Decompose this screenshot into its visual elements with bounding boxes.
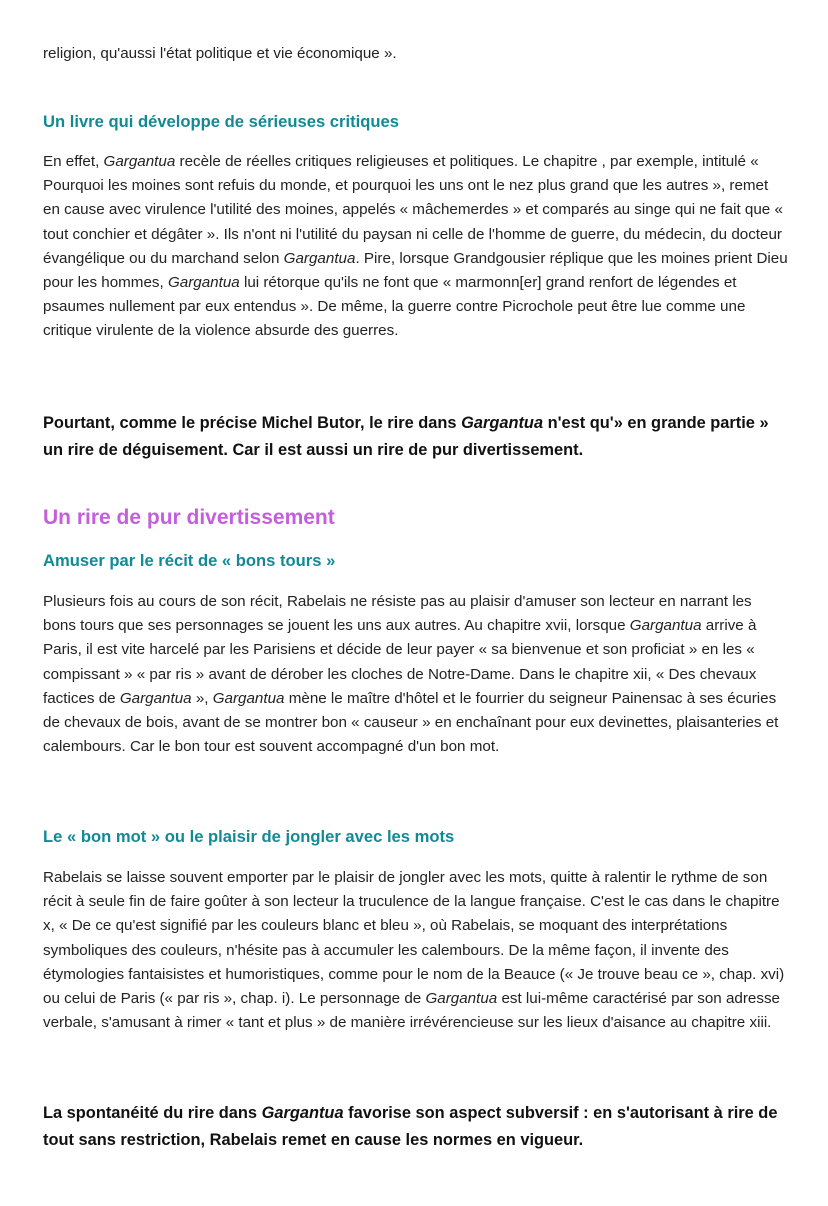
section-title-divertissement: Un rire de pur divertissement [43,506,335,529]
section-heading-bons-tours: Amuser par le récit de « bons tours » [43,551,336,570]
section-heading-critiques: Un livre qui développe de sérieuses critiques [43,112,399,131]
paragraph-bons-tours: Plusieurs fois au cours de son récit, Rabelais ne résiste pas au plaisir d'amuser son lecteur en narrant les bons tours que ses personnages se jouent les uns aux autres. Au chapitre xvii, lorsque Gargantua arrive à Paris, il est vite harcelé par les Parisiens et décide de leur payer « sa bienvenue et son proficiat » en les « compissant » « par ris » avant de dérober les cloches de Notre-Dame. Dans le chapitre xii, « Des chevaux factices de Gargantua », Gargantua mène le maître d'hôtel et le fourrier du seigneur Painensac à ses écuries de chevaux de bois, avant de se montrer bon « causeur » en enchaînant pour eux devinettes, plaisanteries et calembours. Car le bon tour est souvent accompagné d'un bon mot. [43,593,779,756]
transition-note-butor: Pourtant, comme le précise Michel Butor, le rire dans Gargantua n'est qu'» en grande partie » un rire de déguisement. Car il est aussi un rire de pur divertissement. [43,414,769,459]
paragraph-bon-mot: Rabelais se laisse souvent emporter par le plaisir de jongler avec les mots, quitte à ralentir le rythme de son récit à seule fin de faire goûter à son lecteur la truculence de la langue française. C'est le cas dans le chapitre x, « De ce qu'est signifié par les couleurs blanc et bleu », où Rabelais, se moquant des interprétations symboliques des couleurs, n'hésite pas à accumuler les calembours. De la même façon, il invente des étymologies fantaisistes et humoristiques, comme pour le nom de la Beauce (« Je trouve beau ce », chap. xvi) ou celui de Paris (« par ris », chap. i). Le personnage de Gargantua est lui-même caractérisé par son adresse verbale, s'amusant à rimer « tant et plus » de manière irrévérencieuse sur les lieux d'aisance au chapitre xiii. [43,869,785,1032]
section-heading-bon-mot: Le « bon mot » ou le plaisir de jongler avec les mots [43,827,455,846]
conclusion-note-spontaneite: La spontanéité du rire dans Gargantua favorise son aspect subversif : en s'autorisant à rire de tout sans restriction, Rabelais remet en cause les normes en vigueur. [43,1104,778,1149]
intro-paragraph-end: religion, qu'aussi l'état politique et vie économique ». [43,45,397,62]
paragraph-critiques: En effet, Gargantua recèle de réelles critiques religieuses et politiques. Le chapitre , par exemple, intitulé « Pourquoi les moines sont refuis du monde, et pourquoi les uns ont le nez plus grand que les autres », remet en cause avec virulence l'utilité des moines, appelés « mâchemerdes » et comparés au singe qui ne fait que « tout conchier et dégâter ». Ils n'ont ni l'utilité du paysan ni celle de l'homme de guerre, du médecin, du docteur évangélique ou du marchand selon Gargantua. Pire, lorsque Grandgousier réplique que les moines prient Dieu pour les hommes, Gargantua lui rétorque qu'ils ne font que « marmonn[er] grand renfort de légendes et psaumes nullement par eux entendus ». De même, la guerre contre Picrochole peut être lue comme une critique virulente de la violence absurde des guerres. [43,153,788,340]
